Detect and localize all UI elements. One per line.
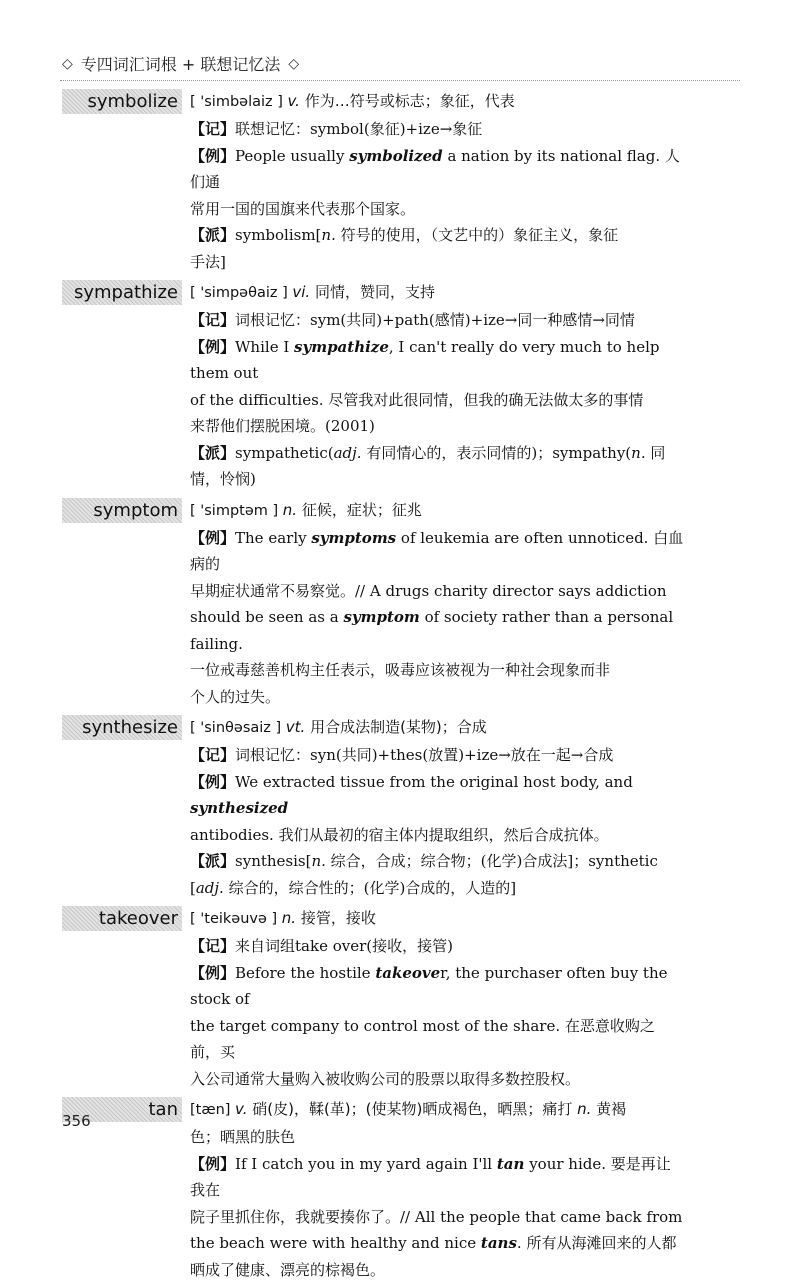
- part-of-speech: vt.: [286, 718, 306, 736]
- headword: synthesize: [62, 715, 182, 740]
- entry-line: [190, 1066, 684, 1093]
- entry-line: [190, 1013, 684, 1066]
- entry-text: 综合，合成；综合物；(化学)合成法]；synthetic: [326, 852, 658, 870]
- entry-text: symbolism[: [235, 226, 321, 244]
- entry-text: 个人的过失。: [190, 688, 280, 706]
- entry-text: People usually: [235, 147, 349, 165]
- entry-line: [190, 1151, 684, 1204]
- entry-text: Before the hostile: [235, 964, 375, 982]
- section-tag: 【例】: [190, 147, 235, 165]
- entry-text: 词根记忆：sym(共同)+path(感情)+ize→同一种感情→同情: [235, 311, 635, 329]
- section-tag: 【记】: [190, 937, 235, 955]
- header-divider: [60, 80, 740, 81]
- entry-text: [tæn]: [190, 1102, 235, 1118]
- definition-line: [190, 1095, 684, 1124]
- entry-text: r, the purchaser often buy the stock of: [190, 964, 668, 1009]
- entry-text: If I catch you in my yard again I'll: [235, 1155, 497, 1173]
- diamond-icon: ◇: [62, 56, 73, 72]
- section-tag: 【例】: [190, 529, 235, 547]
- entry-line: [190, 1124, 684, 1151]
- section-tag: 【例】: [190, 1155, 235, 1173]
- entry-text: synthesis[: [235, 852, 311, 870]
- part-of-speech: adj.: [334, 444, 362, 462]
- dictionary-entry: [0, 713, 800, 901]
- headword: sympathize: [62, 280, 182, 305]
- part-of-speech: n.: [283, 501, 297, 519]
- entry-text: 符号的使用，（文艺中的）象征主义，象征: [336, 226, 618, 244]
- entry-text: The early: [235, 529, 311, 547]
- headword: tan: [62, 1097, 182, 1122]
- entry-text: 同情，赞同，支持: [310, 283, 435, 301]
- entry-text: 情，怜悯): [190, 470, 256, 488]
- entry-list: [0, 87, 800, 1283]
- part-of-speech: n.: [321, 226, 335, 244]
- entry-text: [ 'simptəm ]: [190, 503, 283, 519]
- example-keyword: symptoms: [311, 529, 396, 547]
- entry-text: [: [190, 879, 196, 897]
- entry-text: 作为…符号或标志；象征，代表: [300, 92, 515, 110]
- part-of-speech: n.: [311, 852, 325, 870]
- page-number: 356: [62, 1112, 91, 1130]
- headword: symbolize: [62, 89, 182, 114]
- entry-text: 常用一国的国旗来代表那个国家。: [190, 200, 415, 218]
- section-tag: 【记】: [190, 311, 235, 329]
- dictionary-entry: [0, 278, 800, 493]
- example-keyword: tan: [497, 1155, 525, 1173]
- entry-line: [190, 604, 684, 657]
- entry-line: [190, 657, 684, 684]
- entry-text: the beach were with healthy and nice: [190, 1234, 481, 1252]
- entry-text: 联想记忆：symbol(象征)+ize→象征: [235, 120, 482, 138]
- headword: takeover: [62, 906, 182, 931]
- entry-text: 黄褐: [591, 1100, 626, 1118]
- definition-line: [190, 278, 684, 307]
- entry-line: [190, 684, 684, 711]
- section-tag: 【派】: [190, 444, 235, 462]
- entry-line: [190, 1204, 684, 1231]
- entry-line: [190, 960, 684, 1013]
- entry-text: 词根记忆：syn(共同)+thes(放置)+ize→放在一起→合成: [235, 746, 613, 764]
- entry-text: of society rather than a personal failing.: [190, 608, 673, 653]
- entry-line: [190, 413, 684, 440]
- section-tag: 【记】: [190, 120, 235, 138]
- entry-line: [190, 525, 684, 578]
- entry-line: [190, 769, 684, 822]
- entry-line: [190, 933, 684, 960]
- entry-line: [190, 334, 684, 387]
- entry-text: [ 'teikəuvə ]: [190, 911, 282, 927]
- entry-line: [190, 848, 684, 875]
- entry-line: [190, 466, 684, 493]
- entry-line: [190, 578, 684, 605]
- entry-line: [190, 1230, 684, 1257]
- dictionary-entry: [0, 904, 800, 1092]
- section-tag: 【派】: [190, 852, 235, 870]
- entry-text: 征候，症状；征兆: [297, 501, 422, 519]
- entry-text: 来自词组take over(接收，接管): [235, 937, 453, 955]
- entry-line: [190, 196, 684, 223]
- entry-text: of leukemia are often unnoticed. 白血病的: [190, 529, 683, 574]
- entry-text: , I can't really do very much to help them out: [190, 338, 660, 383]
- entry-text: 综合的，综合性的；(化学)合成的，人造的]: [224, 879, 516, 897]
- entry-text: [ 'simbəlaiz ]: [190, 94, 288, 110]
- section-tag: 【例】: [190, 338, 235, 356]
- entry-text: 硝(皮)，鞣(革)；(使某物)晒成褐色，晒黑；痛打: [247, 1100, 577, 1118]
- entry-line: [190, 875, 684, 902]
- entry-line: [190, 742, 684, 769]
- entry-text: [ 'simpəθaiz ]: [190, 285, 292, 301]
- entry-text: 用合成法制造(某物)；合成: [305, 718, 486, 736]
- definition-line: [190, 904, 684, 933]
- entry-line: [190, 143, 684, 196]
- section-tag: 【派】: [190, 226, 235, 244]
- entry-text: should be seen as a: [190, 608, 343, 626]
- entry-text: 一位戒毒慈善机构主任表示，吸毒应该被视为一种社会现象而非: [190, 661, 610, 679]
- entry-line: [190, 116, 684, 143]
- part-of-speech: v.: [288, 92, 300, 110]
- dictionary-entry: [0, 1095, 800, 1283]
- section-tag: 【例】: [190, 773, 235, 791]
- part-of-speech: v.: [235, 1100, 247, 1118]
- header-title: 专四词汇词根 + 联想记忆法: [81, 52, 281, 75]
- entry-text: sympathetic(: [235, 444, 334, 462]
- entry-line: [190, 440, 684, 467]
- example-keyword: symptom: [343, 608, 419, 626]
- entry-text: a nation by its national flag. 人们通: [190, 147, 680, 192]
- entry-line: [190, 249, 684, 276]
- entry-text: 色；晒黑的肤色: [190, 1128, 295, 1146]
- entry-text: antibodies. 我们从最初的宿主体内提取组织，然后合成抗体。: [190, 826, 609, 844]
- dictionary-entry: [0, 87, 800, 275]
- entry-line: [190, 1257, 684, 1283]
- entry-text: 入公司通常大量购入被收购公司的股票以取得多数控股权。: [190, 1070, 580, 1088]
- definition-line: [190, 87, 684, 116]
- entry-text: 院子里抓住你，我就要揍你了。// All the people that came back from: [190, 1208, 682, 1226]
- entry-text: 手法]: [190, 253, 226, 271]
- example-keyword: takeove: [375, 964, 440, 982]
- entry-text: your hide. 要是再让我在: [190, 1155, 671, 1200]
- entry-text: the target company to control most of the share. 在恶意收购之前，买: [190, 1017, 655, 1062]
- part-of-speech: n.: [631, 444, 645, 462]
- headword: symptom: [62, 498, 182, 523]
- example-keyword: tans: [481, 1234, 517, 1252]
- entry-text: of the difficulties. 尽管我对此很同情，但我的确无法做太多的事情: [190, 391, 643, 409]
- entry-line: [190, 822, 684, 849]
- part-of-speech: vi.: [292, 283, 310, 301]
- section-tag: 【例】: [190, 964, 235, 982]
- entry-text: . 所有从海滩回来的人都: [517, 1234, 677, 1252]
- diamond-icon: ◇: [288, 56, 299, 72]
- entry-text: 来帮他们摆脱困境。(2001): [190, 417, 375, 435]
- entry-line: [190, 307, 684, 334]
- entry-text: 接管，接收: [296, 909, 376, 927]
- entry-line: [190, 387, 684, 414]
- section-tag: 【记】: [190, 746, 235, 764]
- entry-text: While I: [235, 338, 294, 356]
- part-of-speech: n.: [577, 1100, 591, 1118]
- example-keyword: sympathize: [294, 338, 389, 356]
- entry-text: 晒成了健康、漂亮的棕褐色。: [190, 1261, 385, 1279]
- example-keyword: synthesized: [190, 799, 288, 817]
- entry-text: 早期症状通常不易察觉。// A drugs charity director says addiction: [190, 582, 667, 600]
- entry-text: 有同情心的，表示同情的)；sympathy(: [362, 444, 632, 462]
- running-header: [62, 52, 299, 75]
- part-of-speech: adj.: [196, 879, 224, 897]
- example-keyword: symbolized: [349, 147, 442, 165]
- entry-text: We extracted tissue from the original host body, and: [235, 773, 633, 791]
- entry-line: [190, 222, 684, 249]
- definition-line: [190, 713, 684, 742]
- entry-text: 同: [646, 444, 666, 462]
- entry-text: [ 'sinθəsaiz ]: [190, 720, 286, 736]
- part-of-speech: n.: [282, 909, 296, 927]
- definition-line: [190, 496, 684, 525]
- dictionary-entry: [0, 496, 800, 711]
